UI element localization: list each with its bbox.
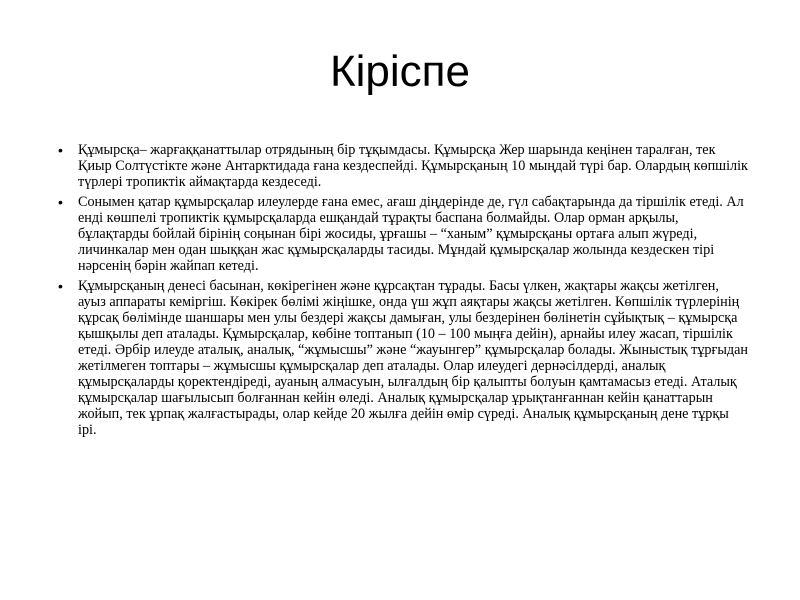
- slide-title: Кіріспе: [330, 47, 470, 96]
- bullet-list: [58, 142, 748, 442]
- bullet-item-2: [58, 194, 748, 274]
- bullet-item-1: [58, 142, 748, 190]
- bullet-text: Құмырсқаның денесі басынан, көкірегінен және құрсақтан тұрады. Басы үлкен, жақтары жақсы жетілген, ауыз аппараты кеміргіш. Көкірек бөлімі жіңішке, онда үш жұп аяқтары жақсы жетілген. Көпшілік түрлерінің құрсақ бөлімінде шаншары мен улы бездері жақсы дамыған, улы бездерінен бөлінетін сұйықтық – құмырсқа қышқылы деп аталады. Құмырсқалар, көбіне топтанып (10 – 100 мыңға дейін), арнайы илеу жасап, тіршілік етеді. Әрбір илеуде аталық, аналық, “жұмысшы” және “жауынгер” құмырсқалар болады. Жыныстық тұрғыдан жетілмеген топтары – жұмысшы құмырсқалар деп аталады. Олар илеудегі дернәсілдерді, аналық құмырсқаларды қоректендіреді, ауаның алмасуын, ылғалдың бір қалыпты болуын қамтамасыз етеді. Аталық құмырсқалар шағылысып болғаннан кейін өледі. Аналық құмырсқалар ұрықтанғаннан кейін қанаттарын жойып, тек ұрпақ жалғастырады, олар кейде 20 жылға дейін өмір сүреді. Аналық құмырсқаның дене тұрқы ірі.: [78, 278, 748, 438]
- bullet-item-3: [58, 278, 748, 438]
- bullet-text: Сонымен қатар құмырсқалар илеулерде ғана емес, ағаш діңдерінде де, гүл сабақтарында да тіршілік етеді. Ал енді көшпелі тропиктік құмырсқаларда ешқандай тұрақты баспана болмайды. Олар орман арқылы, бұлақтарды бойлай бірінің соңынан бірі жосиды, ұрғашы – “ханым” құмырсқаны ортаға алып жүреді, личинкалар мен одан шыққан жас құмырсқаларды тасиды. Мұндай құмырсқалар жолында кездескен тірі нәрсенің бәрін жайпап кетеді.: [78, 194, 744, 274]
- bullet-icon: •: [58, 194, 63, 210]
- bullet-icon: •: [58, 142, 63, 158]
- bullet-icon: •: [58, 278, 63, 294]
- bullet-text: Құмырсқа– жарғаққанаттылар отрядының бір тұқымдасы. Құмырсқа Жер шарында кеңінен таралған, тек Қиыр Солтүстікте және Антарктидада ғана кездеспейді. Құмырсқаның 10 мыңдай түрі бар. Олардың көпшілік түрлері тропиктік аймақтарда кездеседі.: [78, 142, 748, 190]
